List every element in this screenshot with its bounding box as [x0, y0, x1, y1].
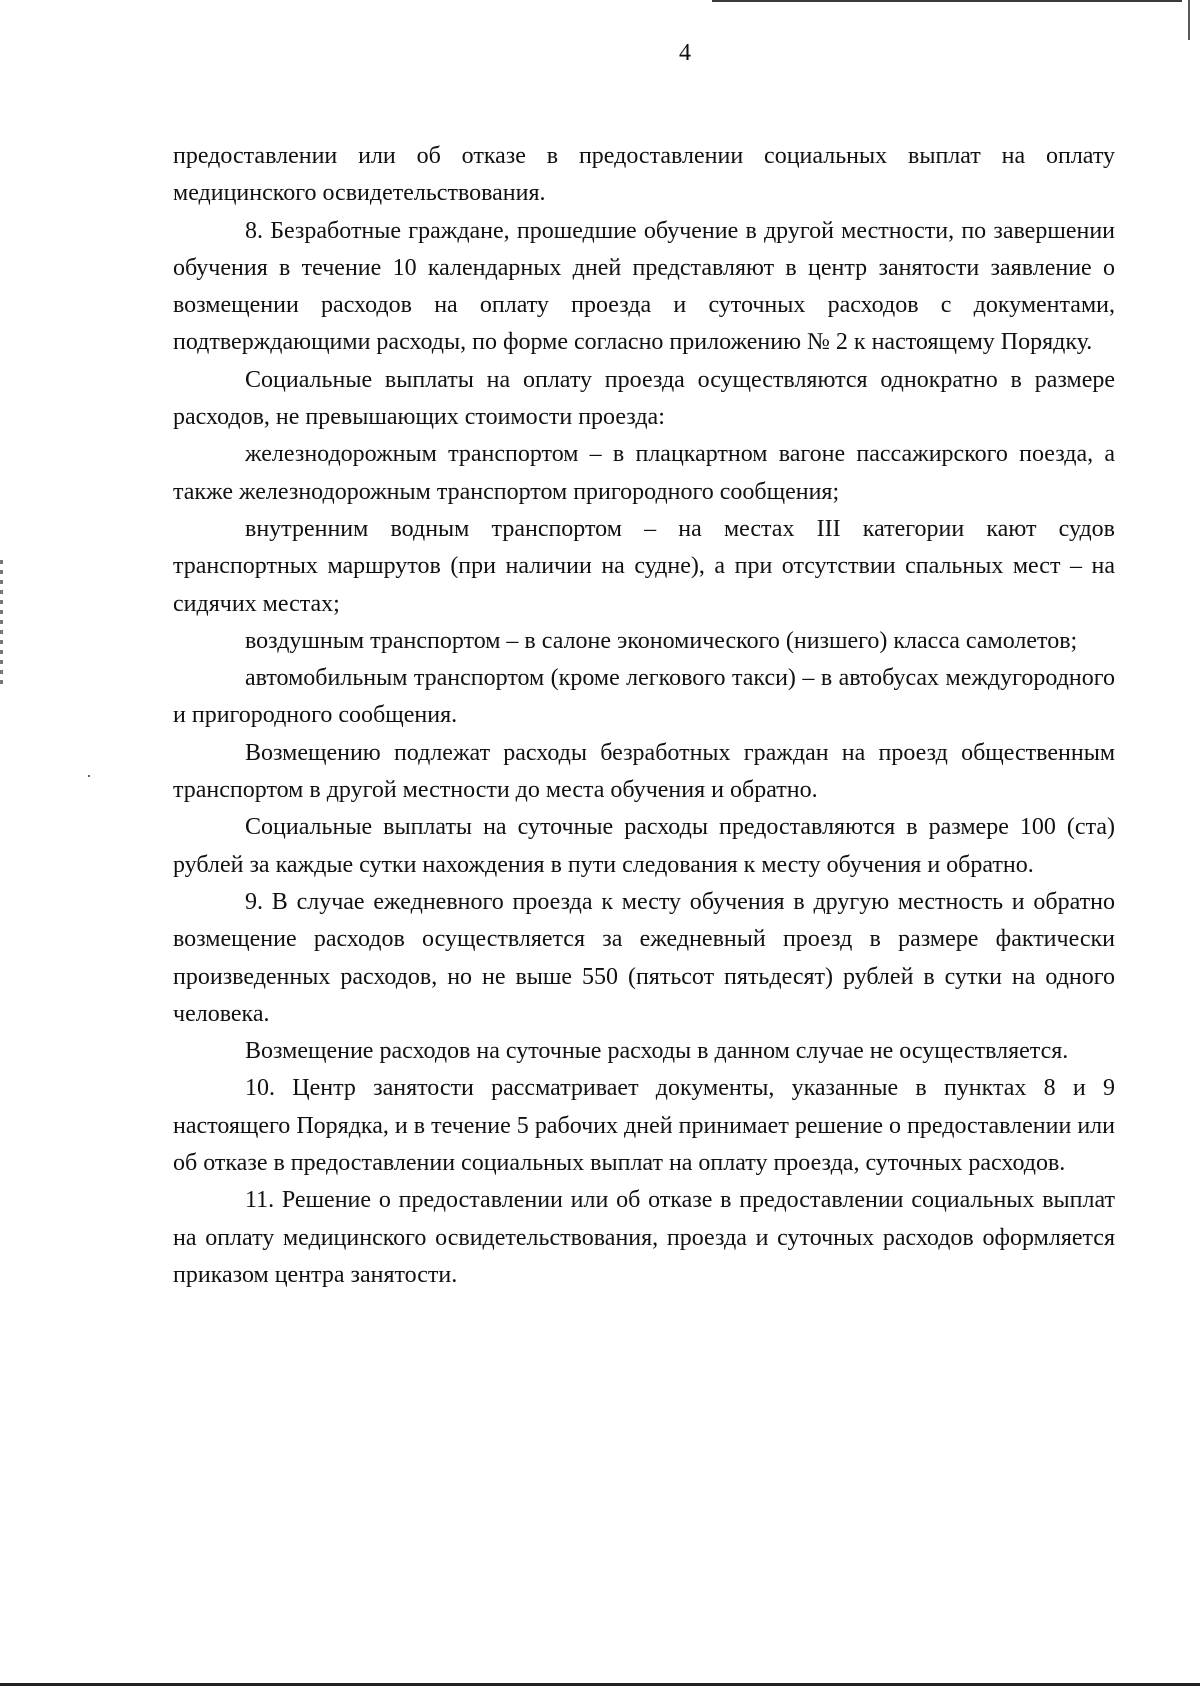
paragraph: Социальные выплаты на оплату проезда осуществляются однократно в размере расходов, не превышающих стоимости проезда: — [173, 366, 1115, 431]
scan-artifact-right-line — [1188, 0, 1190, 40]
paragraph: Возмещение расходов на суточные расходы в данном случае не осуществляется. — [245, 1038, 1069, 1065]
paragraph: предоставлении или об отказе в предоставлении социальных выплат на оплату медицинского освидетельствования. — [173, 143, 1115, 207]
paragraph: Социальные выплаты на суточные расходы предоставляются в размере 100 (ста) рублей за каждые сутки нахождения в пути следования к месту обучения и обратно. — [173, 814, 1115, 878]
paragraph: 11. Решение о предоставлении или об отказе в предоставлении социальных выплат на оплату медицинского освидетельствования, проезда и суточных расходов оформляется приказом центра занятости. — [173, 1187, 1115, 1288]
paragraph: 8. Безработные граждане, прошедшие обучение в другой местности, по завершении обучения в течение 10 календарных дней представляют в центр занятости заявление о возмещении расходов на оплату проезда и суточных расходов с документами, подтверждающими расходы, по форме согласно приложению № 2 к настоящему Порядку. — [173, 217, 1115, 356]
paragraph: Возмещению подлежат расходы безработных граждан на проезд общественным транспортом в другой местности до места обучения и обратно. — [173, 739, 1115, 804]
paragraph: 9. В случае ежедневного проезда к месту обучения в другую местность и обратно возмещение расходов осуществляется за ежедневный проезд в размере фактически произведенных расходов, но не выше 550 (пятьсот пятьдесят) рублей в сутки на одного человека. — [173, 888, 1115, 1027]
scan-artifact-dot — [88, 775, 90, 777]
paragraph: воздушным транспортом – в салоне экономического (низшего) класса самолетов; — [245, 627, 1078, 654]
scan-artifact-top-line — [712, 0, 1182, 2]
scan-artifact-left-edge — [0, 560, 3, 690]
page-number: 4 — [679, 40, 691, 66]
paragraph: железнодорожным транспортом – в плацкартном вагоне пассажирского поезда, а также железнодорожным транспортом пригородного сообщения; — [173, 441, 1115, 505]
paragraph: внутренним водным транспортом – на местах III категории кают судов транспортных маршрутов (при наличии на судне), а при отсутствии спальных мест – на сидячих местах; — [173, 515, 1115, 617]
document-body — [173, 138, 1115, 1294]
paragraph: автомобильным транспортом (кроме легкового такси) – в автобусах междугородного и пригородного сообщения. — [173, 665, 1115, 729]
paragraph: 10. Центр занятости рассматривает документы, указанные в пунктах 8 и 9 настоящего Порядка, и в течение 5 рабочих дней принимает решение о предоставлении или об отказе в предоставлении социальных выплат на оплату проезда, суточных расходов. — [173, 1075, 1115, 1177]
scan-artifact-bottom-line — [0, 1683, 1200, 1686]
